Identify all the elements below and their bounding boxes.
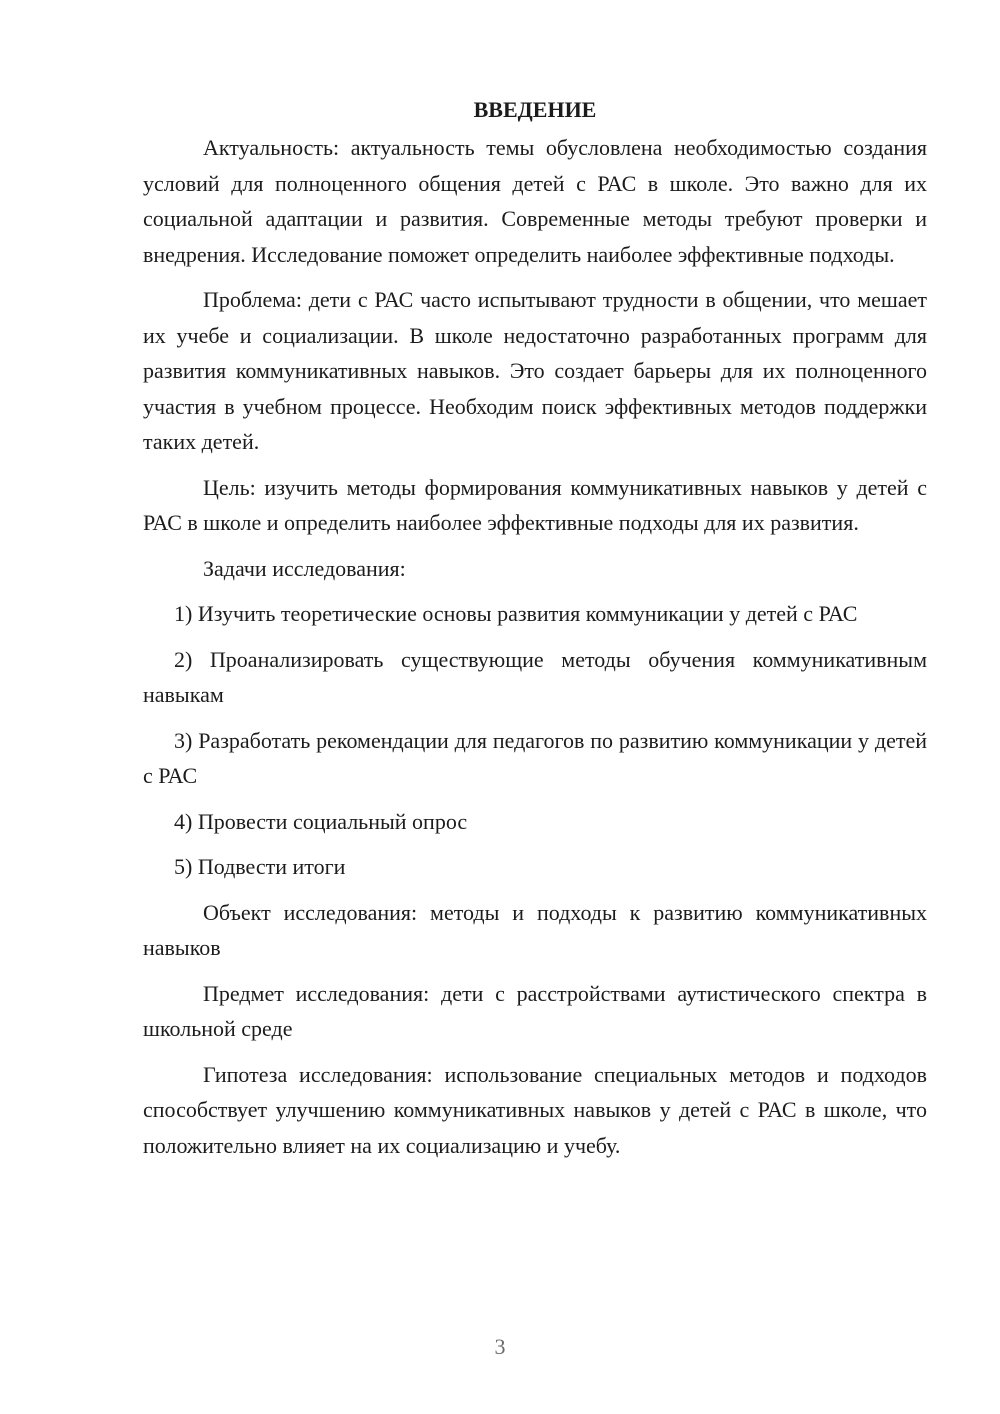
task-item-1: 1) Изучить теоретические основы развития коммуникации у детей с РАС [174,601,858,626]
subject-paragraph: Предмет исследования: дети с расстройствами аутистического спектра в школьной среде [143,980,927,1041]
document-page [143,92,927,1173]
relevance-paragraph: Актуальность: актуальность темы обусловлена необходимостью создания условий для полноценного общения детей с РАС в школе. Это важно для их социальной адаптации и развития. Современные методы требуют проверки и внедрения. Исследование поможет определить наиболее эффективные подходы. [143,135,927,267]
page-number: 3 [494,1334,506,1359]
goal-paragraph: Цель: изучить методы формирования коммуникативных навыков у детей с РАС в школе и определить наиболее эффективные подходы для их развития. [143,474,927,535]
hypothesis-paragraph: Гипотеза исследования: использование специальных методов и подходов способствует улучшению коммуникативных навыков у детей с РАС в школе, что положительно влияет на их социализацию и учебу. [143,1061,927,1158]
task-item-2: 2) Проанализировать существующие методы обучения коммуникативным навыкам [143,646,927,707]
task-item-4: 4) Провести социальный опрос [174,808,468,834]
task-item-5: 5) Подвести итоги [174,854,346,879]
task-item-3: 3) Разработать рекомендации для педагогов по развитию коммуникации у детей с РАС [143,727,927,788]
object-paragraph: Объект исследования: методы и подходы к развитию коммуникативных навыков [143,899,927,960]
tasks-heading: Задачи исследования: [203,555,406,581]
problem-paragraph: Проблема: дети с РАС часто испытывают трудности в общении, что мешает их учебе и социализации. В школе недостаточно разработанных программ для развития коммуникативных навыков. Это создает барьеры для их полноценного участия в учебном процессе. Необходим поиск эффективных методов поддержки таких детей. [143,287,927,454]
page-title: ВВЕДЕНИЕ [473,97,597,122]
